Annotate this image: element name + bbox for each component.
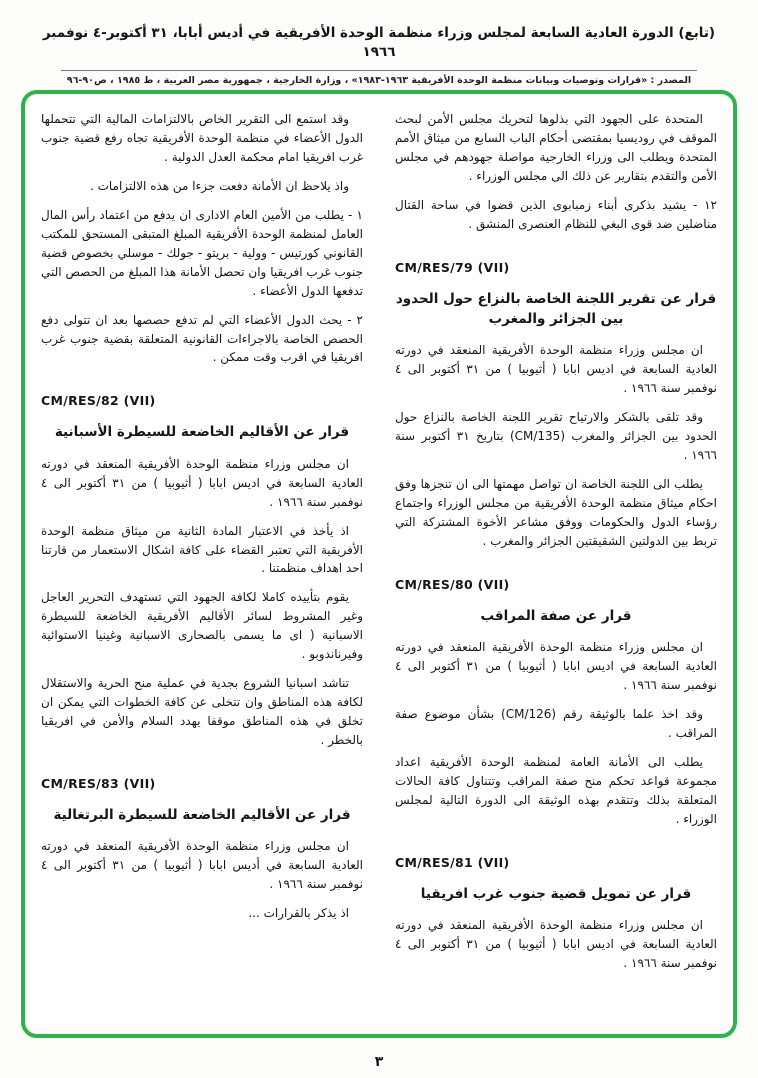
resolution-ref: CM/RES/80 (VII) — [395, 576, 510, 592]
document-header — [0, 0, 758, 87]
column-right — [395, 110, 717, 1024]
paragraph: ان مجلس وزراء منظمة الوحدة الأفريقية المنعقد في دورته العادية السابعة في اديس ابابا ( أثيوبيا ) من ٣١ أكتوبر الى ٤ نوفمبر سنة ١٩٦٦ . — [395, 640, 717, 692]
paragraph: تناشد اسبانيا الشروع بجدية في عملية منح الحرية والاستقلال لكافة هذه المناطق وان تتخلى عن كافة الخطوات التي يمكن ان تخلق في هذه المناطق موقفا يهدد السلام والأمن في افريقيا بالخطر . — [41, 676, 363, 748]
paragraph: وقد استمع الى التقرير الخاص بالالتزامات المالية التي تتحملها الدول الأعضاء في منظمة الوحدة الأفريقية تجاه رفع قضية جنوب غرب افريقيا امام محكمة العدل الدولية . — [41, 112, 363, 164]
paragraph: يطلب الى الأمانة العامة لمنظمة الوحدة الأفريقية اعداد مجموعة قواعد تحكم منح صفة المراقب وتتناول كافة الحالات المتعلقة بذلك وتتقدم بهذه الوثيقة الى الدورة التالية لمجلس الوزراء . — [395, 754, 717, 826]
resolution-title: قرار عن تقرير اللجنة الخاصة بالنزاع حول الحدود بين الجزائر والمغرب — [395, 290, 717, 327]
two-column-layout — [41, 110, 717, 1024]
resolution-ref: CM/RES/82 (VII) — [41, 393, 156, 409]
resolution-title: قرار عن صفة المراقب — [480, 607, 632, 624]
paragraph: وقد تلقى بالشكر والارتياح تقرير اللجنة الخاصة بالنزاع حول الحدود بين الجزائر والمغرب (CM/135) بتاريخ ٣١ أكتوبر سنة ١٩٦٦ . — [395, 410, 717, 462]
document-title: (تابع) الدورة العادية السابعة لمجلس وزراء منظمة الوحدة الأفريقية في أديس أبابا، ٣١ أكتوبر-٤ نوفمبر ١٩٦٦ — [42, 25, 716, 60]
resolution-title: قرار عن تمويل قضية جنوب غرب افريقيا — [420, 885, 692, 902]
paragraph: ١٢ - يشيد بذكرى أبناء زمبابوى الذين قضوا في ساحة القتال مناضلين ضد قوى البغي للنظام العنصرى المنشق . — [395, 197, 717, 231]
resolution-ref: CM/RES/83 (VII) — [41, 776, 156, 792]
resolution-title: قرار عن الأقاليم الخاضعة للسيطرة الأسبانية — [54, 424, 350, 441]
paragraph: يطلب الى اللجنة الخاصة ان تواصل مهمتها الى ان تنجزها وفق احكام ميثاق منظمة الوحدة الأفريقية من مجلس الوزراء واجتماع رؤساء الدول والحكومات ووفق مشاعر الأخوة المشتركة التي تربط بين الدولتين الشقيقتين الجزائر والمغرب . — [395, 476, 717, 548]
paragraph: اذ يذكر بالقرارات ... — [248, 906, 349, 921]
resolution-title: قرار عن الأقاليم الخاضعة للسيطرة البرتغالية — [53, 807, 351, 824]
paragraph: اذ يأخذ في الاعتبار المادة الثانية من ميثاق منظمة الوحدة الأفريقية التي تعتبر القضاء على كافة اشكال الاستعمار من قارتنا احد اهداف منظمتنا . — [41, 523, 363, 576]
paragraph: ان مجلس وزراء منظمة الوحدة الأفريقية المنعقد في دورته العادية السابعة في اديس ابابا ( أثيوبيا ) من ٣١ أكتوبر الى ٤ نوفمبر سنة ١٩٦٦ . — [395, 917, 717, 970]
paragraph: المتحدة على الجهود التي بذلوها لتحريك مجلس الأمن لبحث الموقف في روديسيا بمقتضى أحكام الباب السابع من ميثاق الأمم المتحدة ويطلب الى وزراء الخارجية مواصلة جهودهم في مجلس الأمن والتقدم بتقارير عن ذلك الى مجلس الوزراء . — [395, 112, 717, 183]
paragraph: ان مجلس وزراء منظمة الوحدة الأفريقية المنعقد في دورته العادية السابعة في اديس ابابا ( أثيوبيا ) من ٣١ أكتوبر الى ٤ نوفمبر سنة ١٩٦٦ . — [395, 343, 717, 396]
paragraph: ان مجلس وزراء منظمة الوحدة الأفريقية المنعقد في دورته العادية السابعة في أديس ابابا ( أثيوبيا ) من ٣١ أكتوبر الى ٤ نوفمبر سنة ١٩٦٦ . — [41, 839, 363, 892]
column-left — [41, 110, 363, 1024]
resolution-ref: CM/RES/79 (VII) — [395, 259, 510, 275]
paragraph: ١ - يطلب من الأمين العام الادارى ان يدفع من اعتماد رأس المال العامل لمنظمة الوحدة الأفريقية المبلغ المتبقى المستحق للمكتب القانوني كورتيس - وولية - بريتو - جولك - موسلي بخصوص قضية جنوب غرب افريقيا وان تحصل الأمانة هذا المبلغ من الحصص التي تدفعها الدول الأعضاء . — [41, 207, 363, 298]
paragraph: واذ يلاحظ ان الأمانة دفعت جزءا من هذه الالتزامات . — [89, 178, 349, 193]
page-number: ٣ — [374, 1054, 384, 1070]
resolution-ref: CM/RES/81 (VII) — [395, 854, 510, 870]
content-frame — [21, 90, 737, 1038]
paragraph: يقوم بتأييده كاملا لكافة الجهود التي تستهدف التحرير العاجل وغير المشروط لسائر الأقاليم الأفريقية الخاضعة للسيطرة الاسبانية ( اى ما يسمى بالصحارى الاسبانية وغينيا الاستوائية وفيرناندوبو . — [41, 590, 363, 662]
paragraph: ٢ - يحث الدول الأعضاء التي لم تدفع حصصها بعد ان تتولى دفع الحصص الخاصة بالاجراءات القانونية المتعلقة بقضية جنوب غرب افريقيا في اقرب وقت ممكن . — [41, 312, 363, 365]
document-source: المصدر : «قرارات وتوصيات وبيانات منظمة الوحدة الأفريقية ١٩٦٣-١٩٨٣» ، وزارة الخارجية ، جمهورية مصر العربية ، ط ١٩٨٥ ، ص٩٠-٩٦ — [61, 70, 697, 86]
paragraph: وقد اخذ علما بالوثيقة رقم (CM/126) بشأن موضوع صفة المراقب . — [395, 706, 717, 740]
paragraph: ان مجلس وزراء منظمة الوحدة الأفريقية المنعقد في دورته العادية السابعة في اديس ابابا ( أثيوبيا ) من ٣١ أكتوبر الى ٤ نوفمبر سنة ١٩٦٦ . — [41, 456, 363, 509]
